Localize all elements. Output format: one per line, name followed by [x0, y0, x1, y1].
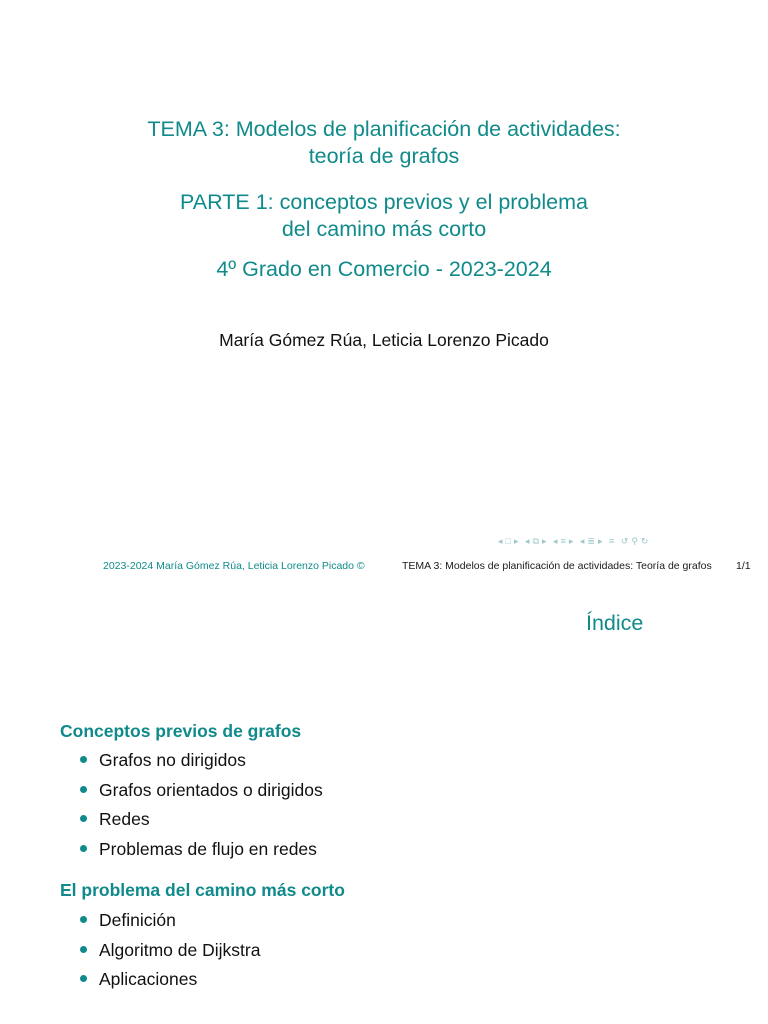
list-item	[76, 807, 323, 837]
list-item	[76, 748, 323, 778]
course-grade: 4º Grado en Comercio - 2023-2024	[216, 257, 552, 281]
nav-forward-icon[interactable]: ↻	[640, 536, 650, 546]
nav-prev-slide-icon[interactable]: ◂	[579, 536, 586, 546]
nav-prev-section-icon[interactable]: ◂	[553, 536, 559, 546]
list-item	[76, 938, 260, 968]
section-title-shortest-path: El problema del camino más corto	[60, 880, 345, 900]
list-item-label: Redes	[99, 809, 150, 829]
nav-frame-icon[interactable]: □	[505, 536, 512, 546]
beamer-navigation-bar[interactable]	[498, 536, 764, 552]
slide-footer	[0, 558, 768, 574]
bullet-icon	[80, 975, 87, 982]
nav-next-subsection-icon[interactable]: ▸	[541, 536, 548, 546]
bullet-icon	[80, 946, 87, 953]
slide-title-line-1: TEMA 3: Modelos de planificación de actividades:	[147, 117, 621, 141]
bullet-icon	[80, 916, 87, 923]
list-item	[76, 967, 260, 997]
nav-prev-subsection-icon[interactable]: ◂	[525, 536, 531, 546]
list-item	[76, 778, 323, 808]
list-item	[76, 837, 323, 867]
concepts-list	[76, 748, 323, 866]
shortest-path-list	[76, 908, 260, 997]
authors: María Gómez Rúa, Leticia Lorenzo Picado	[219, 330, 549, 350]
nav-search-icon[interactable]: ⚲	[631, 536, 639, 546]
nav-prev-frame-icon[interactable]: ◂	[498, 536, 504, 546]
list-item-label: Algoritmo de Dijkstra	[99, 939, 261, 960]
slide-subtitle	[0, 189, 768, 243]
nav-section-icon[interactable]: ≡	[560, 536, 567, 546]
nav-next-frame-icon[interactable]: ▸	[513, 536, 520, 546]
nav-toc-icon[interactable]: ≡	[609, 536, 616, 546]
footer-copyright: 2023-2024 María Gómez Rúa, Leticia Lorenzo Picado ©	[103, 560, 365, 572]
bullet-icon	[80, 815, 87, 822]
nav-next-slide-icon[interactable]: ▸	[597, 536, 604, 546]
bullet-icon	[80, 756, 87, 763]
list-item-label: Grafos no dirigidos	[99, 750, 246, 770]
nav-back-icon[interactable]: ↺	[620, 536, 630, 546]
list-item-label: Grafos orientados o dirigidos	[99, 779, 323, 800]
slide-subtitle-line-2: del camino más corto	[281, 217, 487, 241]
bullet-icon	[80, 845, 87, 852]
slide-subtitle-line-1: PARTE 1: conceptos previos y el problema	[180, 190, 588, 214]
nav-next-section-icon[interactable]: ▸	[568, 536, 575, 546]
nav-subsection-icon[interactable]: ⧉	[532, 536, 540, 546]
index-heading: Índice	[586, 611, 644, 635]
bullet-icon	[80, 786, 87, 793]
list-item-label: Definición	[99, 910, 176, 930]
slide-title-line-2: teoría de grafos	[308, 144, 460, 168]
nav-slide-icon[interactable]: ≣	[587, 536, 596, 546]
list-item-label: Problemas de flujo en redes	[99, 838, 317, 859]
list-item	[76, 908, 260, 938]
slide-title	[0, 116, 768, 170]
footer-page-number: 1/1	[736, 560, 751, 572]
list-item-label: Aplicaciones	[99, 969, 198, 989]
section-title-concepts: Conceptos previos de grafos	[60, 721, 302, 741]
footer-title: TEMA 3: Modelos de planificación de actividades: Teoría de grafos	[402, 560, 712, 572]
